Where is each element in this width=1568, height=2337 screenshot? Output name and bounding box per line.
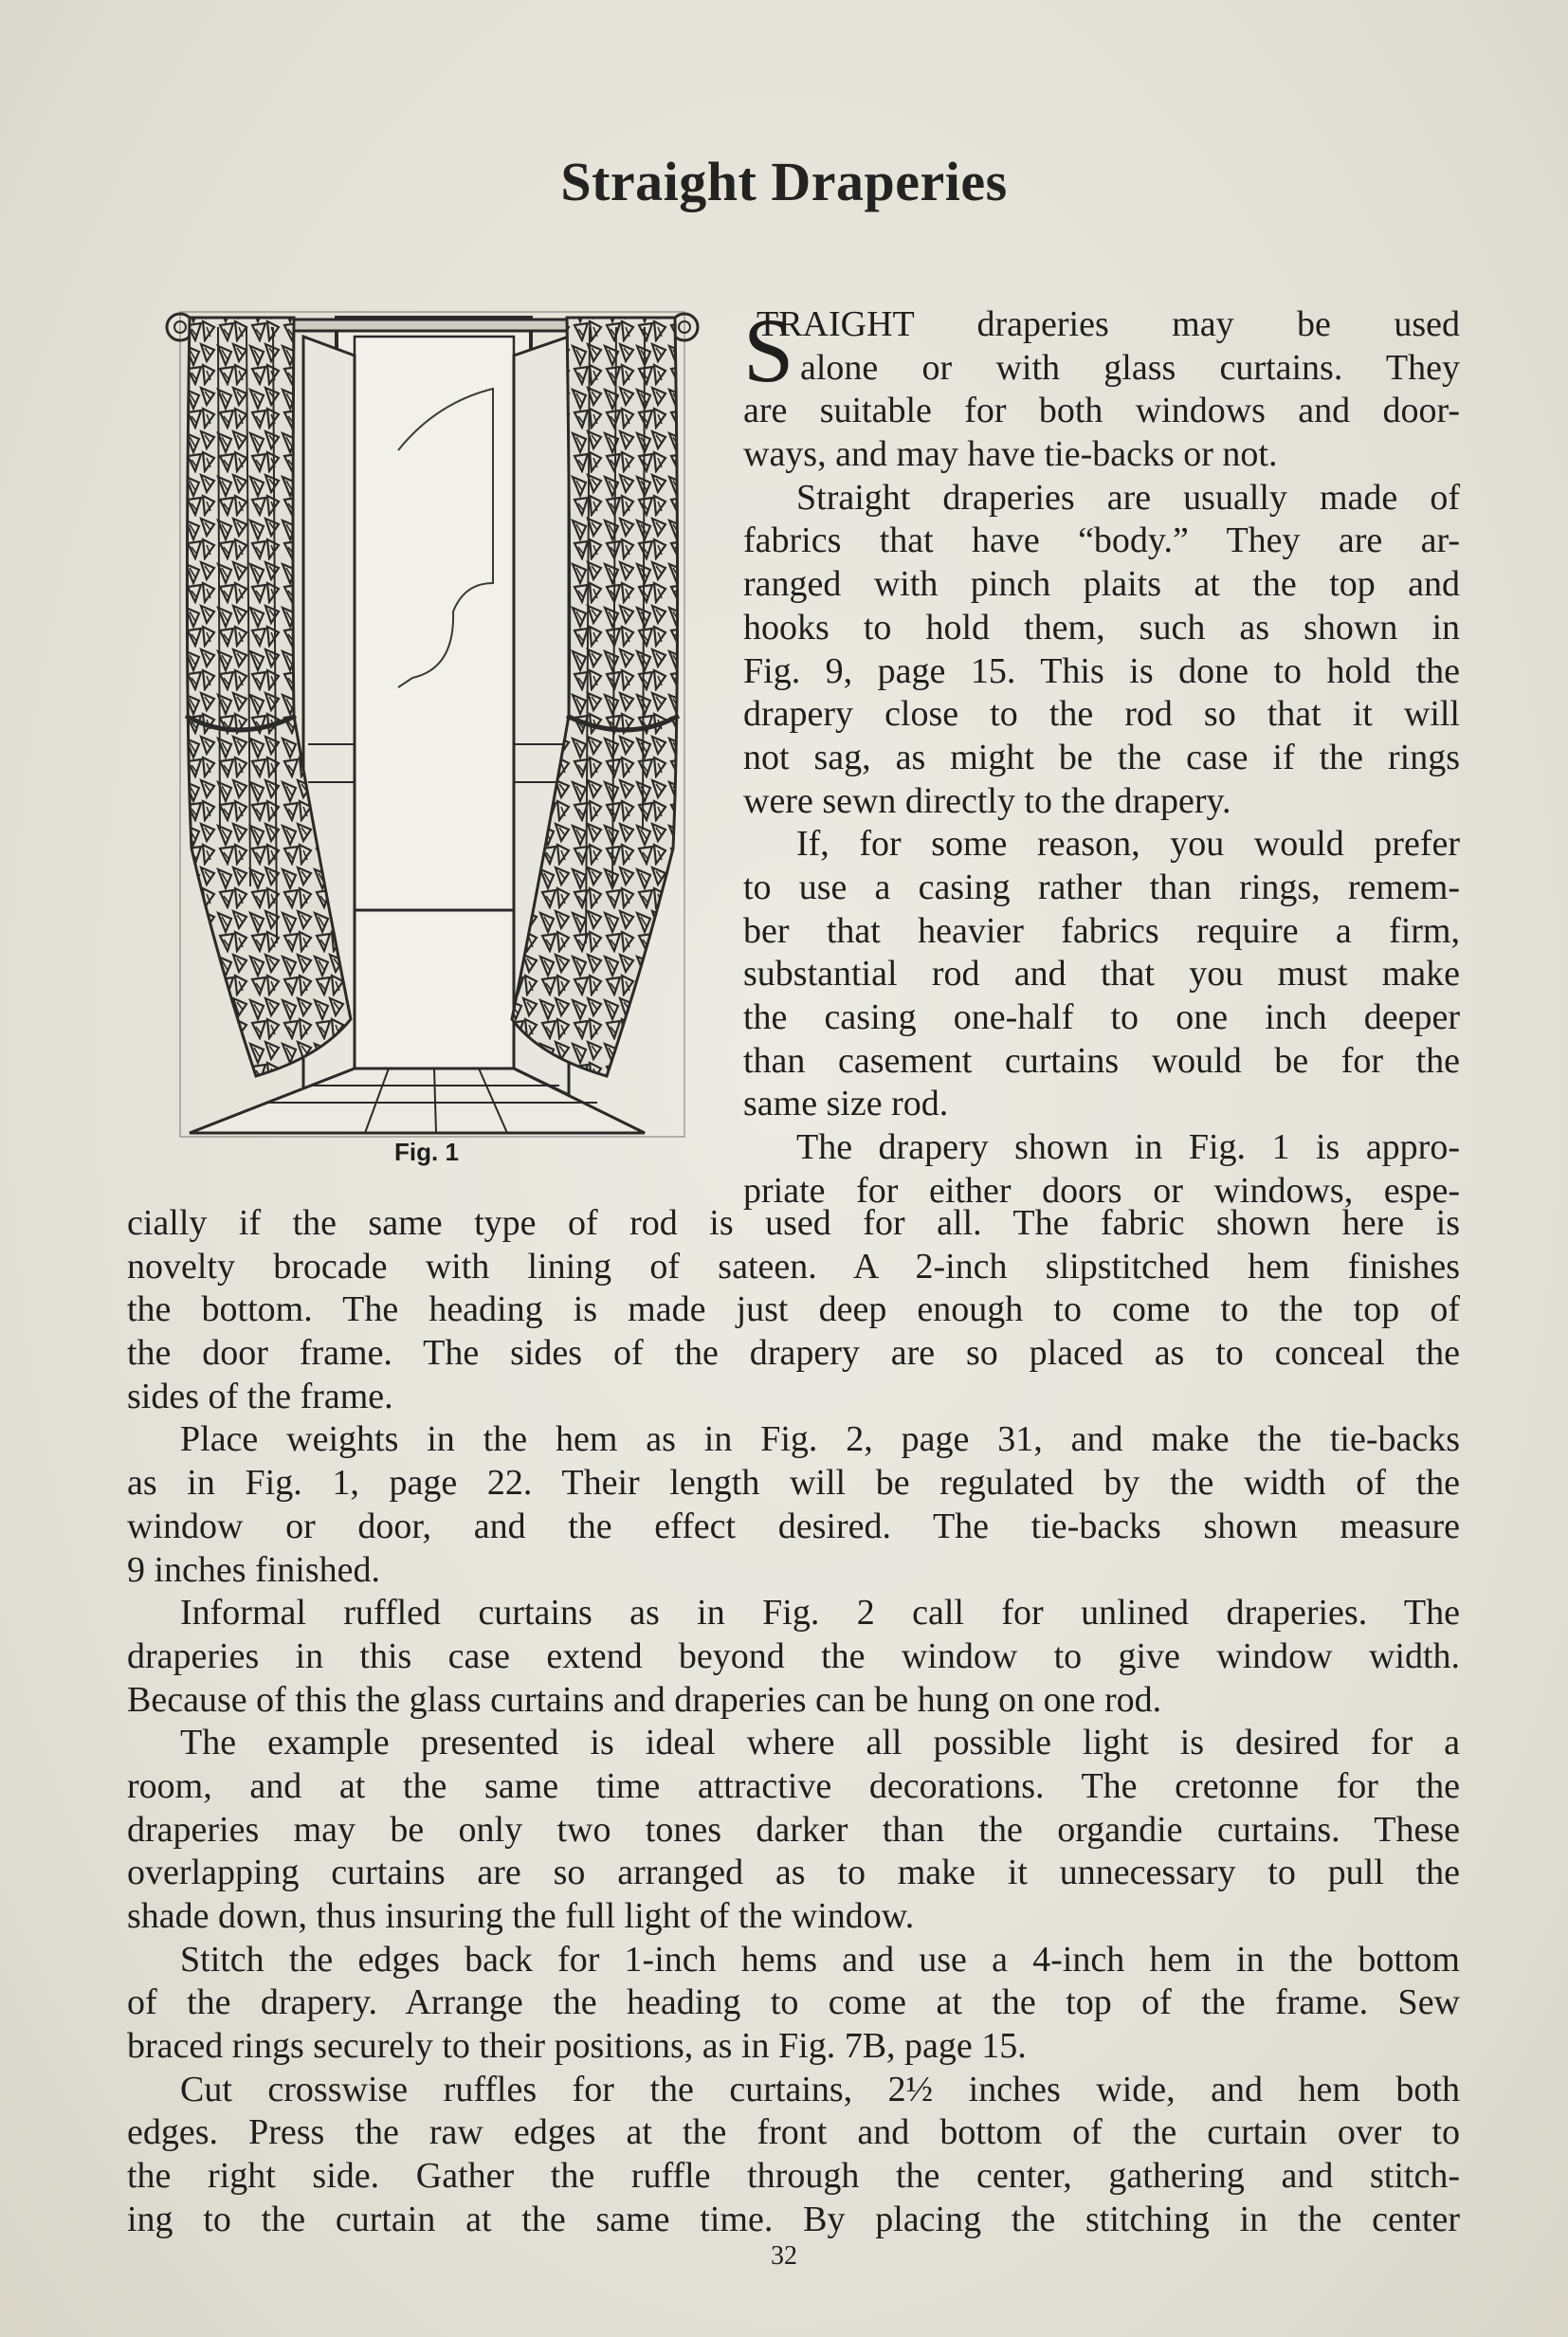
text-line: Straight draperies are usually made of bbox=[796, 477, 1460, 518]
text-line: cially if the same type of rod is used for all. The fabric shown here is bbox=[127, 1203, 1460, 1243]
text-line: Place weights in the hem as in Fig. 2, page 31, and make the tie-backs bbox=[180, 1419, 1460, 1460]
text-line: Stitch the edges back for 1-inch hems and use a 4-inch hem in the bottom bbox=[180, 1939, 1460, 1980]
text-line: ing to the curtain at the same time. By placing the stitching in the center bbox=[127, 2199, 1460, 2239]
page-number: 32 bbox=[771, 2241, 797, 2271]
text-line: fabrics that have “body.” They are ar- bbox=[743, 520, 1460, 561]
page-title: Straight Draperies bbox=[560, 151, 1008, 212]
text-line: alone or with glass curtains. They bbox=[800, 347, 1460, 388]
text-line: Informal ruffled curtains as in Fig. 2 call for unlined draperies. The bbox=[180, 1593, 1460, 1634]
text-line: If, for some reason, you would prefer bbox=[796, 824, 1460, 865]
text-line: braced rings securely to their positions, as in Fig. 7B, page 15. bbox=[127, 2026, 1027, 2067]
text-line: edges. Press the raw edges at the front and bottom of the curtain over to bbox=[127, 2112, 1460, 2153]
text-line: Cut crosswise ruffles for the curtains, 2½ inches wide, and hem both bbox=[180, 2069, 1460, 2109]
text-line: drapery close to the rod so that it will bbox=[743, 694, 1460, 735]
text-line: are suitable for both windows and door- bbox=[743, 391, 1460, 431]
text-line: substantial rod and that you must make bbox=[743, 954, 1460, 995]
text-line: priate for either doors or windows, espe- bbox=[743, 1170, 1460, 1211]
text-line: the door frame. The sides of the drapery are so placed as to conceal the bbox=[127, 1333, 1460, 1374]
full-width-text bbox=[127, 1202, 1460, 2242]
text-line: of the drapery. Arrange the heading to come at the top of the frame. Sew bbox=[127, 1982, 1460, 2023]
text-line: to use a casing rather than rings, remem- bbox=[743, 867, 1460, 907]
text-line: the bottom. The heading is made just deep enough to come to the top of bbox=[127, 1289, 1460, 1330]
text-line: Because of this the glass curtains and draperies can be hung on one rod. bbox=[127, 1679, 1162, 1720]
text-line: overlapping curtains are so arranged as to make it unnecessary to pull the bbox=[127, 1853, 1460, 1893]
text-line: the casing one-half to one inch deeper bbox=[743, 997, 1460, 1037]
text-line: ber that heavier fabrics require a firm, bbox=[743, 910, 1460, 951]
figure-caption: Fig. 1 bbox=[394, 1138, 459, 1166]
text-line: not sag, as might be the case if the rings bbox=[743, 737, 1460, 777]
text-line: The drapery shown in Fig. 1 is appro- bbox=[796, 1127, 1460, 1168]
fig-1-illustration bbox=[152, 299, 711, 1180]
text-line: were sewn directly to the drapery. bbox=[743, 780, 1231, 821]
text-line: novelty brocade with lining of sateen. A 2-inch slipstitched hem finishes bbox=[127, 1246, 1460, 1287]
text-line: ranged with pinch plaits at the top and bbox=[743, 564, 1460, 605]
text-line: as in Fig. 1, page 22. Their length will be regulated by the width of the bbox=[127, 1463, 1460, 1504]
text-line: sides of the frame. bbox=[127, 1376, 393, 1416]
curtain-window-drawing bbox=[152, 299, 711, 1142]
text-line: 9 inches finished. bbox=[127, 1549, 381, 1590]
text-line: Fig. 9, page 15. This is done to hold the bbox=[743, 650, 1460, 691]
drop-cap: S bbox=[743, 300, 794, 401]
column-text bbox=[743, 300, 1460, 1213]
text-line: room, and at the same time attractive decorations. The cretonne for the bbox=[127, 1765, 1460, 1806]
text-line: shade down, thus insuring the full light of the window. bbox=[127, 1896, 915, 1936]
text-line: The example presented is ideal where all possible light is desired for a bbox=[180, 1723, 1460, 1763]
text-line: TRAIGHT draperies may be used bbox=[757, 304, 1460, 344]
text-line: than casement curtains would be for the bbox=[743, 1040, 1460, 1081]
text-line: draperies may be only two tones darker than the organdie curtains. These bbox=[127, 1809, 1460, 1850]
text-line: same size rod. bbox=[743, 1084, 949, 1124]
text-line: hooks to hold them, such as shown in bbox=[743, 607, 1460, 648]
text-line: ways, and may have tie-backs or not. bbox=[743, 434, 1278, 475]
text-line: the right side. Gather the ruffle through the center, gathering and stitch- bbox=[127, 2156, 1460, 2197]
text-line: draperies in this case extend beyond the window to give window width. bbox=[127, 1635, 1460, 1676]
text-line: window or door, and the effect desired. The tie-backs shown measure bbox=[127, 1506, 1460, 1546]
